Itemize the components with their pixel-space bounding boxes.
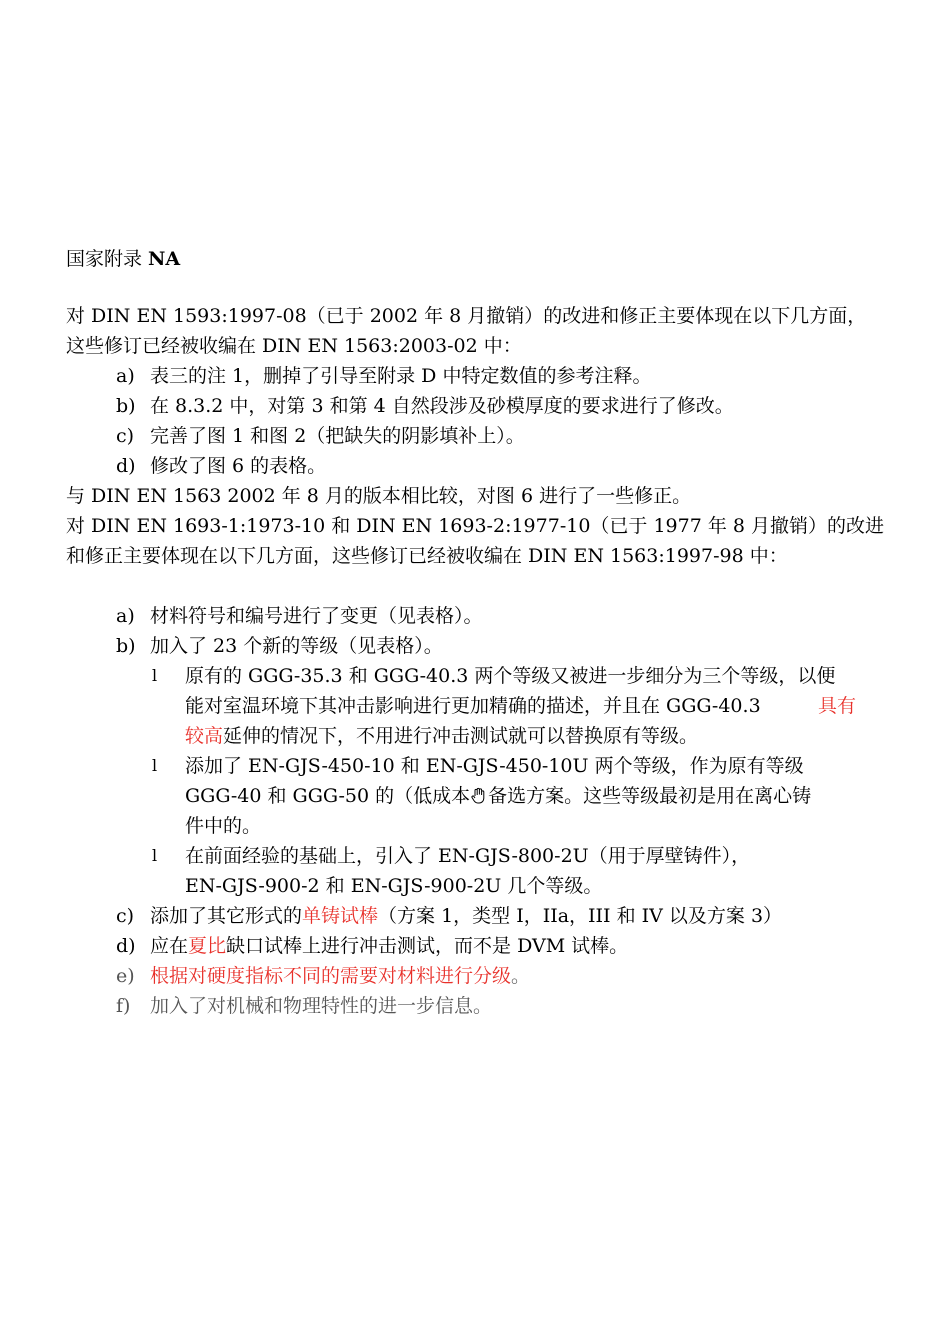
document-page [66, 244, 885, 1021]
comparison-paragraph: 与 DIN EN 1563 2002 年 8 月的版本相比较，对图 6 进行了一些修正。 [66, 485, 692, 507]
intro-paragraph-3: 对 DIN EN 1693-1:1973-10 和 DIN EN 1693-2:1977-10（已于 1977 年 8 月撤销）的改进 [66, 515, 885, 537]
list-item: d) 应在夏比缺口试棒上进行冲击测试，而不是 DVM 试棒。 [116, 935, 629, 957]
sub-list-item-cont: EN-GJS-900-2 和 EN-GJS-900-2U 几个等级。 [185, 875, 603, 897]
sub-list-item-cont: 件中的。 [185, 815, 262, 837]
highlight-text: 夏比 [188, 935, 227, 957]
list-item: e) 根据对硬度指标不同的需要对材料进行分级。 [116, 965, 531, 987]
highlight-text: 单铸试棒 [302, 905, 379, 927]
list-item: b) 在 8.3.2 中，对第 3 和第 4 自然段涉及砂模厚度的要求进行了修改。 [116, 395, 734, 417]
list-item: d) 修改了图 6 的表格。 [116, 455, 327, 477]
paragraph-gap [66, 571, 856, 601]
intro-paragraph-1: 对 DIN EN 1593:1997-08（已于 2002 年 8 月撤销）的改进和修正主要体现在以下几方面， [66, 305, 867, 327]
highlight-text: 较高 [185, 725, 224, 747]
list-item: c) 完善了图 1 和图 2（把缺失的阴影填补上）。 [116, 425, 525, 447]
list-item: a) 表三的注 1，删掉了引导至附录 D 中特定数值的参考注释。 [116, 365, 652, 387]
highlight-text: 具有 [817, 695, 856, 717]
list-item: f) 加入了对机械和物理特性的进一步信息。 [116, 995, 493, 1017]
intro-paragraph-3-cont: 和修正主要体现在以下几方面，这些修订已经被收编在 DIN EN 1563:1997-98 中： [66, 545, 788, 567]
highlight-text: 根据对硬度指标不同的需要对材料进行分级 [150, 965, 512, 987]
sub-list-item: l 添加了 EN-GJS-450-10 和 EN-GJS-450-10U 两个等级，作为原有等级 [152, 755, 804, 777]
annex-title: 国家附录 NA [66, 248, 181, 270]
list-item: b) 加入了 23 个新的等级（见表格）。 [116, 635, 443, 657]
list-item: a) 材料符号和编号进行了变更（见表格）。 [116, 605, 483, 627]
sub-list-item: l 原有的 GGG-35.3 和 GGG-40.3 两个等级又被进一步细分为三个等级，以便 [152, 665, 836, 687]
intro-paragraph-1-cont: 这些修订已经被收编在 DIN EN 1563:2003-02 中： [66, 335, 522, 357]
sub-list-item-cont: GGG-40 和 GGG-50 的（低成本 备选方案。这些等级最初是用在离心铸 [185, 785, 812, 807]
hand-cursor-icon [470, 784, 488, 802]
sub-list-item-cont: 较高延伸的情况下，不用进行冲击测试就可以替换原有等级。 [185, 725, 699, 747]
sub-list-item-cont: 能对室温环境下其冲击影响进行更加精确的描述，并且在 GGG-40.3 具有 [66, 691, 856, 721]
list-item: c) 添加了其它形式的单铸试棒（方案 1，类型 I，IIa，III 和 IV 以及方案 3） [116, 905, 783, 927]
sub-list-item: l 在前面经验的基础上，引入了 EN-GJS-800-2U（用于厚壁铸件）， [152, 845, 751, 867]
